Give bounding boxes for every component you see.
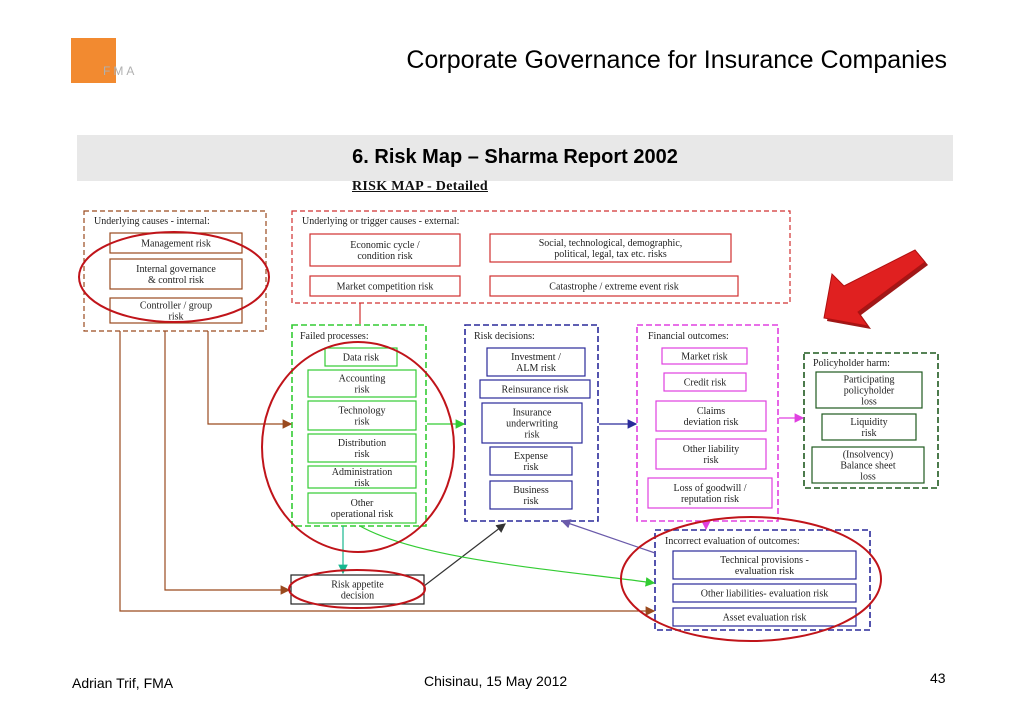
diagram-heading: RISK MAP - Detailed xyxy=(352,179,488,194)
risk-decision-box-3-label: Expense xyxy=(514,451,548,462)
risk-decision-box-4-label: risk xyxy=(523,496,539,507)
failed-process-box-4-label: Administration xyxy=(331,467,393,478)
failed-process-box-1 xyxy=(308,370,416,397)
external-risk-box-0-label: condition risk xyxy=(357,251,413,262)
risk-appetite-box-label: Risk appetite xyxy=(331,579,384,591)
risk-decision-box-1 xyxy=(480,380,590,398)
internal-causes-title: Underlying causes - internal: xyxy=(94,216,210,227)
evaluation-risk-box-1 xyxy=(673,584,856,602)
failed-process-box-4 xyxy=(308,466,416,489)
red-pointer-arrow-icon xyxy=(824,250,928,329)
financial-outcome-box-4-label: reputation risk xyxy=(680,494,740,505)
policyholder-harm-box-0-label: policyholder xyxy=(843,385,895,397)
external-risk-box-3 xyxy=(490,276,738,296)
risk-decision-box-3-label: risk xyxy=(523,462,539,473)
internal-risk-box-1 xyxy=(110,259,242,289)
failed-process-box-2-label: Technology xyxy=(338,405,386,417)
policyholder-harm-box-1-label: risk xyxy=(861,428,877,439)
external-risk-box-2-label: Market competition risk xyxy=(336,281,434,293)
arrow-evaluation-to-decisions xyxy=(562,521,655,553)
footer-place-date: Chisinau, 15 May 2012 xyxy=(424,673,568,689)
risk-appetite-box-label: decision xyxy=(340,590,375,602)
failed-processes-title: Failed processes: xyxy=(300,331,369,342)
policyholder-harm-title: Policyholder harm: xyxy=(813,358,890,369)
failed-process-box-2 xyxy=(308,401,416,430)
risk-decision-box-3 xyxy=(490,447,572,475)
financial-outcome-box-3-label: Other liability xyxy=(682,444,740,455)
failed-process-box-5-label: operational risk xyxy=(330,509,394,520)
evaluation-risk-box-0-label: Technical provisions - xyxy=(720,555,809,566)
external-risk-box-1 xyxy=(490,234,731,262)
internal-risk-box-2 xyxy=(110,298,242,323)
evaluation-risk-box-1-label: Other liabilities- evaluation risk xyxy=(700,588,829,600)
financial-outcome-box-2-label: deviation risk xyxy=(683,417,739,428)
evaluation-risk-box-0 xyxy=(673,551,856,579)
risk-decision-box-0-label: Investment / xyxy=(511,352,561,363)
failed-process-box-5 xyxy=(308,493,416,523)
financial-outcome-box-1 xyxy=(664,373,746,391)
financial-outcome-box-0-label: Market risk xyxy=(681,351,728,363)
footer-author: Adrian Trif, FMA xyxy=(72,675,174,691)
internal-risk-box-1-label: Internal governance xyxy=(136,264,216,275)
internal-risk-box-2-label: Controller / group xyxy=(139,300,213,312)
arrow-internal-to-processes xyxy=(208,331,291,424)
failed-process-box-1-label: risk xyxy=(354,384,370,396)
risk-decision-box-4-label: Business xyxy=(513,485,549,496)
arrow-internal-to-appetite xyxy=(165,331,289,590)
failed-process-box-2-label: risk xyxy=(354,416,370,428)
policyholder-harm-box-0 xyxy=(816,372,922,408)
risk-decision-box-2 xyxy=(482,403,582,443)
policyholder-harm-box-1 xyxy=(822,414,916,440)
financial-outcome-box-2 xyxy=(656,401,766,431)
page-number: 43 xyxy=(930,670,946,686)
failed-process-box-3-label: Distribution xyxy=(337,438,387,449)
policyholder-harm-box-2 xyxy=(812,447,924,483)
evaluation-risk-box-2 xyxy=(673,608,856,626)
external-risk-box-0 xyxy=(310,234,460,266)
fma-logo-text: FMA xyxy=(103,64,138,78)
risk-decision-box-4 xyxy=(490,481,572,509)
financial-outcome-box-2-label: Claims xyxy=(696,406,726,417)
evaluation-risk-box-2-label: Asset evaluation risk xyxy=(722,612,807,624)
risk-decision-box-2-label: risk xyxy=(524,429,540,441)
financial-outcome-box-0 xyxy=(662,348,747,364)
failed-process-box-5-label: Other xyxy=(350,498,374,509)
financial-outcome-box-4 xyxy=(648,478,772,508)
external-causes-title: Underlying or trigger causes - external: xyxy=(302,216,460,227)
risk-decision-box-2-label: Insurance xyxy=(512,407,552,419)
external-risk-box-0-label: Economic cycle / xyxy=(350,240,420,251)
financial-outcome-box-1-label: Credit risk xyxy=(683,377,727,389)
external-risk-box-2 xyxy=(310,276,460,296)
slide-title: Corporate Governance for Insurance Companies xyxy=(406,46,947,74)
policyholder-harm-box-2-label: loss xyxy=(860,471,876,483)
policyholder-harm-box-2-label: Balance sheet xyxy=(840,460,896,472)
evaluation-risk-box-0-label: evaluation risk xyxy=(734,566,795,577)
financial-outcome-box-3-label: risk xyxy=(703,455,719,466)
external-risk-box-3-label: Catastrophe / extreme event risk xyxy=(549,281,679,293)
risk-decision-box-0-label: ALM risk xyxy=(516,363,556,374)
incorrect-evaluation-title: Incorrect evaluation of outcomes: xyxy=(665,536,800,547)
internal-risk-box-1-label: & control risk xyxy=(147,275,205,286)
external-risk-box-1-label: political, legal, tax etc. risks xyxy=(554,249,667,260)
financial-outcome-box-4-label: Loss of goodwill / xyxy=(673,483,747,494)
slide-subtitle: 6. Risk Map – Sharma Report 2002 xyxy=(352,146,678,168)
policyholder-harm-box-0-label: Participating xyxy=(843,374,895,386)
failed-process-box-3 xyxy=(308,434,416,462)
failed-process-box-1-label: Accounting xyxy=(338,373,386,385)
risk-decision-box-2-label: underwriting xyxy=(506,418,558,430)
risk-decision-box-1-label: Reinsurance risk xyxy=(501,384,569,396)
internal-risk-box-2-label: risk xyxy=(168,311,184,323)
failed-process-box-0 xyxy=(325,348,397,366)
risk-decisions-title: Risk decisions: xyxy=(474,331,535,342)
risk-appetite-box xyxy=(291,575,424,604)
policyholder-harm-box-1-label: Liquidity xyxy=(850,417,888,428)
failed-process-box-0-label: Data risk xyxy=(342,352,380,364)
risk-decision-box-0 xyxy=(487,348,585,376)
internal-risk-box-0-label: Management risk xyxy=(141,238,211,250)
financial-outcomes-title: Financial outcomes: xyxy=(648,331,729,342)
failed-process-box-4-label: risk xyxy=(354,478,370,489)
policyholder-harm-box-0-label: loss xyxy=(861,396,877,408)
arrow-appetite-to-decisions xyxy=(424,524,505,586)
external-risk-box-1-label: Social, technological, demographic, xyxy=(538,238,683,249)
failed-process-box-3-label: risk xyxy=(354,449,370,460)
policyholder-harm-box-2-label: (Insolvency) xyxy=(842,449,894,461)
financial-outcome-box-3 xyxy=(656,439,766,469)
